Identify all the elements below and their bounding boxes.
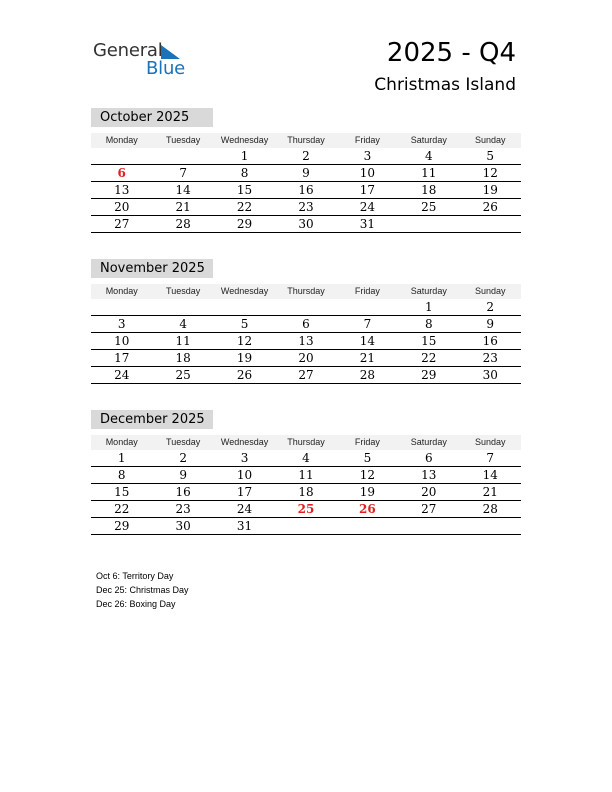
date-cell: 31 [359,217,376,231]
date-cell [398,216,459,232]
week-row [91,148,521,165]
holiday-note: Oct 6: Territory Day [96,571,174,581]
date-cell: 18 [175,351,191,365]
date-cell [152,148,213,164]
weekday-header-row [91,284,521,299]
weekday-label: Sunday [474,135,506,145]
date-cell: 14 [482,468,498,482]
month-title: December 2025 [91,410,213,429]
date-cell: 9 [302,166,310,180]
date-cell: 17 [236,485,253,499]
date-cell: 9 [486,317,495,331]
date-cell: 7 [179,166,187,180]
weekday-label: Wednesday [220,135,269,145]
date-cell: 18 [421,183,437,197]
week-row [91,199,521,216]
date-cell [460,518,521,534]
date-cell: 15 [114,485,130,499]
date-cell: 16 [298,183,314,197]
holiday-notes [96,569,189,611]
date-cell [337,518,398,534]
weekday-label: Wednesday [220,437,269,447]
weekday-label: Thursday [287,437,325,447]
date-cell [275,518,336,534]
date-cell [214,299,275,315]
date-cell: 9 [179,468,187,482]
date-cell: 31 [236,519,253,533]
holiday-note: Dec 25: Christmas Day [96,585,189,595]
weekday-label: Thursday [287,135,325,145]
month-title: November 2025 [91,259,213,278]
date-cell: 8 [425,317,433,331]
date-cell: 30 [175,519,191,533]
weekday-label: Tuesday [166,286,201,296]
date-cell: 16 [175,485,191,499]
date-cell: 1 [425,300,433,314]
date-cell: 4 [302,451,310,465]
date-cell: 4 [425,149,433,163]
weekday-label: Tuesday [166,437,201,447]
date-cell: 14 [175,183,191,197]
week-row [91,216,521,233]
date-cell: 1 [117,451,126,465]
date-cell: 28 [482,502,498,516]
weekday-label: Wednesday [220,286,269,296]
date-cell: 13 [114,183,130,197]
weekday-label: Saturday [410,135,447,145]
date-cell: 8 [117,468,126,482]
date-cell: 6 [425,451,433,465]
date-cell: 30 [298,217,314,231]
date-cell: 10 [359,166,376,180]
date-cell: 12 [359,468,376,482]
date-cell: 7 [486,451,495,465]
date-cell: 14 [359,334,376,348]
date-cell: 10 [236,468,253,482]
date-cell: 21 [482,485,498,499]
weekday-label: Friday [354,135,380,145]
week-row [91,182,521,199]
date-cell: 4 [179,317,187,331]
date-cell: 25 [421,200,437,214]
date-cell: 5 [363,451,372,465]
holiday-date-cell: 25 [297,502,315,516]
weekday-header-row [91,133,521,148]
date-cell: 21 [175,200,191,214]
week-row [91,518,521,535]
page-subtitle: Christmas Island [374,75,516,95]
holiday-date-cell: 6 [117,166,126,180]
weekday-label: Monday [105,286,138,296]
week-row [91,316,521,333]
date-cell: 12 [236,334,253,348]
date-cell: 13 [298,334,314,348]
date-cell: 23 [482,351,498,365]
weekday-label: Friday [354,437,380,447]
date-cell: 2 [302,149,310,163]
date-cell: 19 [236,351,253,365]
weekday-label: Friday [354,286,380,296]
date-cell: 25 [175,368,191,382]
date-cell: 22 [236,200,253,214]
date-cell: 7 [363,317,372,331]
date-cell: 1 [240,149,249,163]
week-row [91,367,521,384]
week-row [91,467,521,484]
week-row [91,299,521,316]
weekday-label: Saturday [410,437,447,447]
date-cell: 27 [421,502,437,516]
month-block [91,259,521,384]
date-cell: 26 [236,368,253,382]
date-cell [398,518,459,534]
date-cell: 10 [114,334,130,348]
date-cell: 23 [298,200,314,214]
date-cell: 18 [298,485,314,499]
date-cell: 30 [482,368,498,382]
date-cell: 15 [421,334,437,348]
date-cell: 21 [359,351,376,365]
date-cell: 28 [175,217,191,231]
date-cell: 22 [114,502,130,516]
date-cell: 16 [482,334,498,348]
weekday-label: Monday [105,135,138,145]
date-cell: 28 [359,368,376,382]
holiday-date-cell: 26 [359,502,376,516]
date-cell: 19 [482,183,498,197]
weekday-label: Tuesday [166,135,201,145]
date-cell: 11 [421,166,437,180]
date-cell: 17 [359,183,376,197]
date-cell: 3 [240,451,249,465]
date-cell: 20 [114,200,130,214]
month-block [91,108,521,233]
weekday-header-row [91,435,521,450]
week-row [91,333,521,350]
date-cell: 19 [359,485,376,499]
date-cell: 24 [359,200,376,214]
holiday-note: Dec 26: Boxing Day [96,599,176,609]
date-cell: 13 [421,468,437,482]
weekday-label: Monday [105,437,138,447]
date-cell [460,216,521,232]
week-row [91,484,521,501]
date-cell: 29 [114,519,130,533]
date-cell [337,299,398,315]
date-cell: 2 [486,300,495,314]
date-cell: 26 [482,200,498,214]
logo-triangle-icon [161,45,180,59]
week-row [91,350,521,367]
date-cell [91,299,152,315]
week-row [91,501,521,518]
weekday-label: Saturday [410,286,447,296]
date-cell: 3 [117,317,126,331]
date-cell [275,299,336,315]
logo [93,40,193,80]
date-cell: 5 [486,149,495,163]
logo-text-blue: Blue [146,58,186,79]
date-cell: 27 [298,368,314,382]
date-cell: 11 [175,334,191,348]
weekday-label: Sunday [474,286,506,296]
date-cell: 29 [236,217,253,231]
date-cell: 2 [179,451,187,465]
date-cell: 8 [240,166,249,180]
date-cell: 11 [298,468,314,482]
date-cell: 29 [421,368,437,382]
date-cell: 20 [298,351,314,365]
date-cell: 5 [240,317,249,331]
weekday-label: Sunday [474,437,506,447]
month-title: October 2025 [91,108,213,127]
date-cell: 24 [114,368,130,382]
page-title: 2025 - Q4 [386,38,516,68]
date-cell [152,299,213,315]
month-block [91,410,521,535]
weekday-label: Thursday [287,286,325,296]
date-cell: 23 [175,502,191,516]
date-cell: 24 [236,502,253,516]
date-cell: 3 [363,149,372,163]
logo-text-general: General [93,40,163,61]
date-cell: 12 [482,166,498,180]
week-row [91,450,521,467]
date-cell: 17 [114,351,130,365]
week-row [91,165,521,182]
date-cell: 20 [421,485,437,499]
date-cell: 6 [302,317,310,331]
date-cell: 15 [236,183,253,197]
date-cell [91,148,152,164]
date-cell: 27 [114,217,130,231]
date-cell: 22 [421,351,437,365]
